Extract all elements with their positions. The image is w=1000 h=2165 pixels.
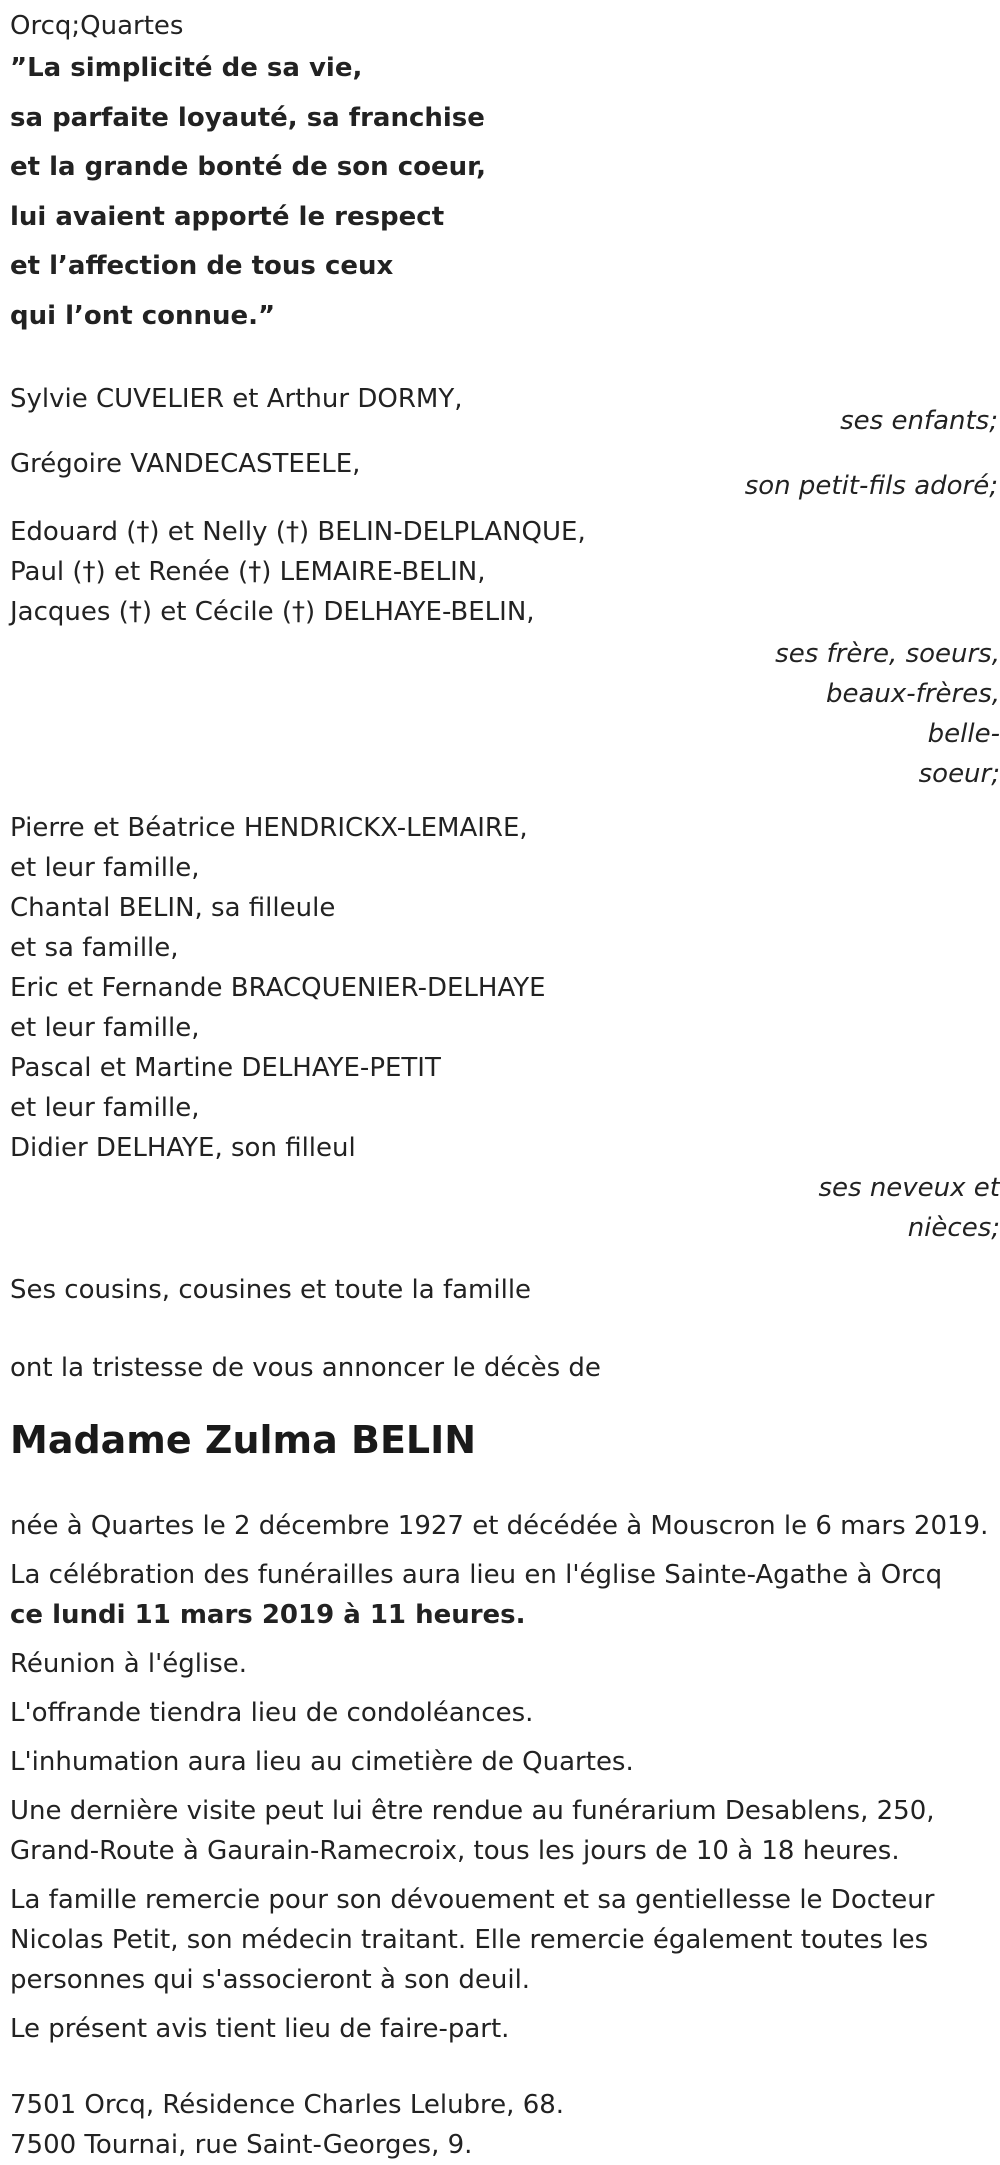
quote-line: sa parfaite loyauté, sa franchise	[10, 102, 485, 133]
nephews-block	[10, 808, 1000, 1168]
family-name: Pascal et Martine DELHAYE-PETIT	[10, 1053, 441, 1083]
location-header: Orcq;Quartes	[10, 11, 184, 41]
family-name: et sa famille,	[10, 933, 179, 963]
birth-death-text: née à Quartes le 2 décembre 1927 et décédée à Mouscron le 6 mars 2019.	[10, 1511, 989, 1541]
family-name: Eric et Fernande BRACQUENIER-DELHAYE	[10, 973, 546, 1003]
role-line: ses neveux et	[818, 1173, 1000, 1203]
quote-line: et la grande bonté de son coeur,	[10, 152, 486, 182]
quote-block	[10, 44, 1000, 341]
quote-line: et l’affection de tous ceux	[10, 251, 394, 281]
family-name: Paul (†) et Renée (†) LEMAIRE-BELIN,	[10, 557, 486, 587]
family-name: Grégoire VANDECASTEELE,	[10, 449, 361, 479]
funeral-info	[10, 1506, 1000, 2049]
address-line: 7500 Tournai, rue Saint-Georges, 9.	[10, 2130, 473, 2160]
funeral-date: ce lundi 11 mars 2019 à 11 heures.	[10, 1600, 526, 1630]
visit-text: Une dernière visite peut lui être rendue au funérarium Desablens, 250, Grand-Route à Gaurain-Ramecroix, tous les jours de 10 à 18 heures.	[10, 1796, 935, 1866]
role-line: nièces;	[907, 1213, 1000, 1243]
grandson-block	[10, 444, 1000, 484]
deceased-name: Madame Zulma BELIN	[10, 1418, 477, 1462]
family-name: Jacques (†) et Cécile (†) DELHAYE-BELIN,	[10, 597, 535, 627]
family-name: Pierre et Béatrice HENDRICKX-LEMAIRE,	[10, 813, 528, 843]
funeral-intro: La célébration des funérailles aura lieu en l'église Sainte-Agathe à Orcq	[10, 1560, 943, 1590]
grandson-role: son petit-fils adoré;	[744, 471, 998, 501]
obituary-page	[0, 6, 1000, 2165]
siblings-role	[750, 634, 1000, 794]
burial-text: L'inhumation aura lieu au cimetière de Quartes.	[10, 1747, 634, 1777]
children-role: ses enfants;	[840, 406, 998, 436]
role-line: beaux-frères, belle-	[825, 679, 1000, 749]
funeral-text	[10, 1555, 1000, 1635]
family-name: Edouard (†) et Nelly (†) BELIN-DELPLANQUE,	[10, 517, 586, 547]
family-name: Didier DELHAYE, son filleul	[10, 1133, 356, 1163]
family-name: et leur famille,	[10, 853, 200, 883]
quote-line: qui l’ont connue.”	[10, 300, 276, 331]
cousins-line: Ses cousins, cousines et toute la famille	[10, 1275, 532, 1305]
quote-line: lui avaient apporté le respect	[10, 201, 445, 232]
family-name: Chantal BELIN, sa filleule	[10, 893, 336, 923]
family-name: Sylvie CUVELIER et Arthur DORMY,	[10, 384, 463, 414]
quote-line: ”La simplicité de sa vie,	[10, 53, 363, 83]
nephews-role	[750, 1168, 1000, 1248]
thanks-text: La famille remercie pour son dévouement et sa gentiellesse le Docteur Nicolas Petit, son médecin traitant. Elle remercie également toutes les personnes qui s'associeront à son deuil.	[10, 1885, 935, 1995]
notice-text: Le présent avis tient lieu de faire-part.	[10, 2014, 510, 2044]
meeting-text: Réunion à l'église.	[10, 1649, 248, 1679]
children-block	[10, 379, 1000, 419]
condolences-text: L'offrande tiendra lieu de condoléances.	[10, 1698, 534, 1728]
role-line: soeur;	[918, 759, 1000, 789]
family-name: et leur famille,	[10, 1013, 200, 1043]
address-block	[10, 2085, 1000, 2165]
family-name: et leur famille,	[10, 1093, 200, 1123]
siblings-block	[10, 512, 1000, 632]
announcement-text: ont la tristesse de vous annoncer le décès de	[10, 1353, 601, 1383]
role-line: ses frère, soeurs,	[775, 639, 1000, 669]
address-line: 7501 Orcq, Résidence Charles Lelubre, 68.	[10, 2090, 565, 2120]
